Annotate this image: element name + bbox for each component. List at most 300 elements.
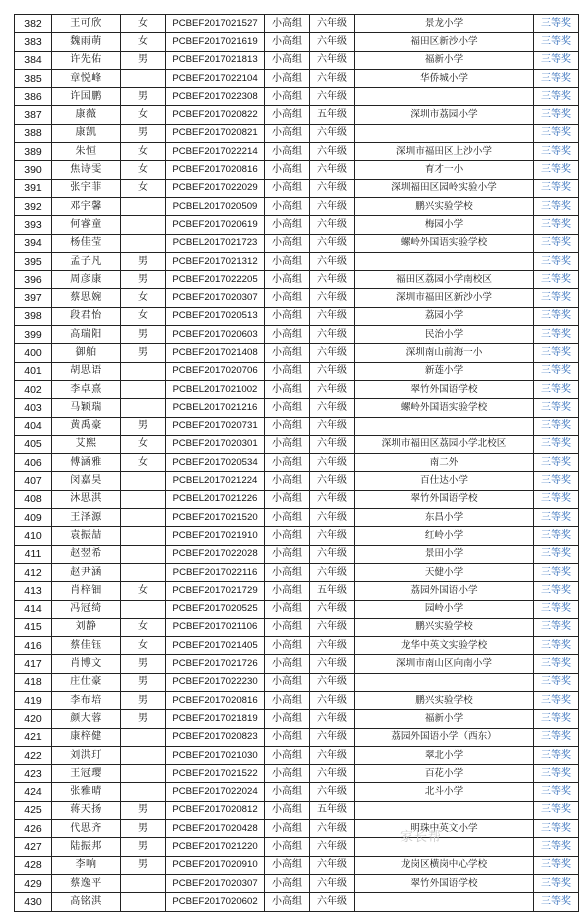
grade-cell: 五年级 xyxy=(310,801,355,819)
gender-cell: 女 xyxy=(121,307,166,325)
award-cell: 三等奖 xyxy=(534,454,579,472)
row-number-cell: 412 xyxy=(15,563,52,581)
row-number-cell: 410 xyxy=(15,527,52,545)
student-name-cell: 周彦康 xyxy=(52,271,121,289)
group-cell: 小高组 xyxy=(265,454,310,472)
student-name-cell: 段君怡 xyxy=(52,307,121,325)
group-cell: 小高组 xyxy=(265,509,310,527)
grade-cell: 六年级 xyxy=(310,435,355,453)
grade-cell: 六年级 xyxy=(310,454,355,472)
group-cell: 小高组 xyxy=(265,838,310,856)
gender-cell xyxy=(121,197,166,215)
group-cell: 小高组 xyxy=(265,618,310,636)
school-cell: 深圳市荔园小学 xyxy=(355,106,534,124)
group-cell: 小高组 xyxy=(265,691,310,709)
table-row xyxy=(15,143,579,161)
award-cell: 三等奖 xyxy=(534,344,579,362)
student-name-cell: 许先佑 xyxy=(52,51,121,69)
school-cell: 华侨城小学 xyxy=(355,69,534,87)
school-cell: 福田区荔园小学南校区 xyxy=(355,271,534,289)
school-cell: 景田小学 xyxy=(355,545,534,563)
registration-id-cell: PCBEF2017021910 xyxy=(166,527,265,545)
award-cell: 三等奖 xyxy=(534,326,579,344)
school-cell: 翠竹外国语学校 xyxy=(355,490,534,508)
award-cell: 三等奖 xyxy=(534,399,579,417)
award-cell: 三等奖 xyxy=(534,783,579,801)
award-cell: 三等奖 xyxy=(534,710,579,728)
row-number-cell: 390 xyxy=(15,161,52,179)
grade-cell: 六年级 xyxy=(310,399,355,417)
award-cell: 三等奖 xyxy=(534,600,579,618)
table-row xyxy=(15,69,579,87)
group-cell: 小高组 xyxy=(265,106,310,124)
grade-cell: 六年级 xyxy=(310,307,355,325)
gender-cell: 女 xyxy=(121,582,166,600)
student-name-cell: 胡思语 xyxy=(52,362,121,380)
student-name-cell: 蔡佳钰 xyxy=(52,637,121,655)
group-cell: 小高组 xyxy=(265,472,310,490)
registration-id-cell: PCBEF2017021030 xyxy=(166,746,265,764)
registration-id-cell: PCBEL2017021002 xyxy=(166,380,265,398)
table-row xyxy=(15,527,579,545)
row-number-cell: 404 xyxy=(15,417,52,435)
group-cell: 小高组 xyxy=(265,856,310,874)
table-row xyxy=(15,801,579,819)
school-cell: 翠竹外国语学校 xyxy=(355,874,534,892)
table-row xyxy=(15,874,579,892)
group-cell: 小高组 xyxy=(265,728,310,746)
gender-cell: 女 xyxy=(121,618,166,636)
student-name-cell: 王泽源 xyxy=(52,509,121,527)
row-number-cell: 407 xyxy=(15,472,52,490)
student-name-cell: 蒋天扬 xyxy=(52,801,121,819)
table-row xyxy=(15,655,579,673)
award-table-body xyxy=(15,15,579,912)
student-name-cell: 李布培 xyxy=(52,691,121,709)
group-cell: 小高组 xyxy=(265,801,310,819)
row-number-cell: 428 xyxy=(15,856,52,874)
row-number-cell: 426 xyxy=(15,820,52,838)
table-row xyxy=(15,618,579,636)
gender-cell: 男 xyxy=(121,344,166,362)
award-cell: 三等奖 xyxy=(534,527,579,545)
gender-cell xyxy=(121,216,166,234)
registration-id-cell: PCBEF2017020603 xyxy=(166,326,265,344)
registration-id-cell: PCBEF2017021220 xyxy=(166,838,265,856)
registration-id-cell: PCBEF2017021405 xyxy=(166,637,265,655)
row-number-cell: 421 xyxy=(15,728,52,746)
registration-id-cell: PCBEF2017021527 xyxy=(166,15,265,33)
student-name-cell: 魏雨萌 xyxy=(52,33,121,51)
gender-cell xyxy=(121,362,166,380)
registration-id-cell: PCBEF2017021813 xyxy=(166,51,265,69)
group-cell: 小高组 xyxy=(265,673,310,691)
registration-id-cell: PCBEF2017021819 xyxy=(166,710,265,728)
gender-cell xyxy=(121,399,166,417)
registration-id-cell: PCBEF2017020812 xyxy=(166,801,265,819)
row-number-cell: 427 xyxy=(15,838,52,856)
student-name-cell: 赵翌希 xyxy=(52,545,121,563)
student-name-cell: 刘洪玎 xyxy=(52,746,121,764)
school-cell: 鹏兴实验学校 xyxy=(355,197,534,215)
grade-cell: 六年级 xyxy=(310,271,355,289)
table-row xyxy=(15,326,579,344)
row-number-cell: 422 xyxy=(15,746,52,764)
student-name-cell: 许国鹏 xyxy=(52,88,121,106)
student-name-cell: 刘静 xyxy=(52,618,121,636)
school-cell: 梅园小学 xyxy=(355,216,534,234)
row-number-cell: 402 xyxy=(15,380,52,398)
row-number-cell: 389 xyxy=(15,143,52,161)
table-row xyxy=(15,509,579,527)
gender-cell: 男 xyxy=(121,271,166,289)
student-name-cell: 庄仕豪 xyxy=(52,673,121,691)
group-cell: 小高组 xyxy=(265,69,310,87)
row-number-cell: 391 xyxy=(15,179,52,197)
grade-cell: 六年级 xyxy=(310,124,355,142)
table-row xyxy=(15,307,579,325)
school-cell: 鹏兴实验学校 xyxy=(355,618,534,636)
table-row xyxy=(15,545,579,563)
row-number-cell: 384 xyxy=(15,51,52,69)
registration-id-cell: PCBEF2017020428 xyxy=(166,820,265,838)
gender-cell xyxy=(121,600,166,618)
gender-cell: 女 xyxy=(121,15,166,33)
group-cell: 小高组 xyxy=(265,490,310,508)
registration-id-cell: PCBEF2017022205 xyxy=(166,271,265,289)
registration-id-cell: PCBEF2017021619 xyxy=(166,33,265,51)
registration-id-cell: PCBEF2017021520 xyxy=(166,509,265,527)
award-cell: 三等奖 xyxy=(534,106,579,124)
registration-id-cell: PCBEF2017021729 xyxy=(166,582,265,600)
gender-cell: 男 xyxy=(121,417,166,435)
row-number-cell: 424 xyxy=(15,783,52,801)
award-cell: 三等奖 xyxy=(534,252,579,270)
registration-id-cell: PCBEF2017020602 xyxy=(166,893,265,911)
group-cell: 小高组 xyxy=(265,527,310,545)
gender-cell xyxy=(121,545,166,563)
grade-cell: 六年级 xyxy=(310,728,355,746)
table-row xyxy=(15,252,579,270)
registration-id-cell: PCBEF2017022308 xyxy=(166,88,265,106)
registration-id-cell: PCBEF2017022230 xyxy=(166,673,265,691)
student-name-cell: 肖博文 xyxy=(52,655,121,673)
school-cell: 明珠中英文小学 xyxy=(355,820,534,838)
gender-cell xyxy=(121,874,166,892)
award-cell: 三等奖 xyxy=(534,124,579,142)
registration-id-cell: PCBEF2017022024 xyxy=(166,783,265,801)
group-cell: 小高组 xyxy=(265,143,310,161)
gender-cell: 男 xyxy=(121,252,166,270)
award-cell: 三等奖 xyxy=(534,216,579,234)
school-cell: 北斗小学 xyxy=(355,783,534,801)
gender-cell xyxy=(121,380,166,398)
student-name-cell: 焦诗雯 xyxy=(52,161,121,179)
grade-cell: 六年级 xyxy=(310,691,355,709)
table-row xyxy=(15,856,579,874)
grade-cell: 六年级 xyxy=(310,417,355,435)
registration-id-cell: PCBEF2017020821 xyxy=(166,124,265,142)
table-row xyxy=(15,106,579,124)
grade-cell: 六年级 xyxy=(310,88,355,106)
student-name-cell: 马颖瑞 xyxy=(52,399,121,417)
group-cell: 小高组 xyxy=(265,124,310,142)
table-row xyxy=(15,362,579,380)
school-cell: 深圳市福田区荔园小学北校区 xyxy=(355,435,534,453)
grade-cell: 五年级 xyxy=(310,582,355,600)
group-cell: 小高组 xyxy=(265,326,310,344)
grade-cell: 六年级 xyxy=(310,673,355,691)
award-cell: 三等奖 xyxy=(534,582,579,600)
award-table xyxy=(14,14,579,912)
row-number-cell: 409 xyxy=(15,509,52,527)
table-row xyxy=(15,124,579,142)
row-number-cell: 406 xyxy=(15,454,52,472)
row-number-cell: 395 xyxy=(15,252,52,270)
gender-cell: 男 xyxy=(121,655,166,673)
registration-id-cell: PCBEF2017020816 xyxy=(166,691,265,709)
grade-cell: 六年级 xyxy=(310,746,355,764)
grade-cell: 六年级 xyxy=(310,490,355,508)
registration-id-cell: PCBEF2017020706 xyxy=(166,362,265,380)
gender-cell xyxy=(121,728,166,746)
school-cell: 红岭小学 xyxy=(355,527,534,545)
gender-cell: 男 xyxy=(121,673,166,691)
group-cell: 小高组 xyxy=(265,563,310,581)
row-number-cell: 417 xyxy=(15,655,52,673)
grade-cell: 六年级 xyxy=(310,838,355,856)
registration-id-cell: PCBEF2017020307 xyxy=(166,289,265,307)
school-cell xyxy=(355,838,534,856)
table-row xyxy=(15,783,579,801)
group-cell: 小高组 xyxy=(265,874,310,892)
award-cell: 三等奖 xyxy=(534,179,579,197)
row-number-cell: 383 xyxy=(15,33,52,51)
student-name-cell: 御舶 xyxy=(52,344,121,362)
student-name-cell: 陆振邦 xyxy=(52,838,121,856)
row-number-cell: 416 xyxy=(15,637,52,655)
grade-cell: 六年级 xyxy=(310,874,355,892)
table-row xyxy=(15,417,579,435)
watermark-logo: 家长帮 xyxy=(400,830,443,845)
group-cell: 小高组 xyxy=(265,655,310,673)
award-cell: 三等奖 xyxy=(534,765,579,783)
gender-cell xyxy=(121,472,166,490)
student-name-cell: 王冠璎 xyxy=(52,765,121,783)
gender-cell xyxy=(121,509,166,527)
gender-cell: 女 xyxy=(121,143,166,161)
registration-id-cell: PCBEF2017020823 xyxy=(166,728,265,746)
group-cell: 小高组 xyxy=(265,252,310,270)
row-number-cell: 382 xyxy=(15,15,52,33)
grade-cell: 六年级 xyxy=(310,545,355,563)
row-number-cell: 385 xyxy=(15,69,52,87)
gender-cell xyxy=(121,490,166,508)
gender-cell: 女 xyxy=(121,454,166,472)
school-cell: 百花小学 xyxy=(355,765,534,783)
table-row xyxy=(15,399,579,417)
award-cell: 三等奖 xyxy=(534,545,579,563)
registration-id-cell: PCBEF2017020513 xyxy=(166,307,265,325)
award-cell: 三等奖 xyxy=(534,801,579,819)
row-number-cell: 386 xyxy=(15,88,52,106)
school-cell: 螺岭外国语实验学校 xyxy=(355,234,534,252)
grade-cell: 六年级 xyxy=(310,344,355,362)
student-name-cell: 张雅晴 xyxy=(52,783,121,801)
table-row xyxy=(15,765,579,783)
student-name-cell: 何睿童 xyxy=(52,216,121,234)
gender-cell: 男 xyxy=(121,838,166,856)
school-cell: 天健小学 xyxy=(355,563,534,581)
school-cell: 东昌小学 xyxy=(355,509,534,527)
school-cell: 景龙小学 xyxy=(355,15,534,33)
student-name-cell: 邓宇馨 xyxy=(52,197,121,215)
group-cell: 小高组 xyxy=(265,307,310,325)
gender-cell xyxy=(121,234,166,252)
table-row xyxy=(15,51,579,69)
student-name-cell: 冯冠绮 xyxy=(52,600,121,618)
award-cell: 三等奖 xyxy=(534,637,579,655)
student-name-cell: 颜大蓉 xyxy=(52,710,121,728)
row-number-cell: 413 xyxy=(15,582,52,600)
registration-id-cell: PCBEF2017021522 xyxy=(166,765,265,783)
table-row xyxy=(15,197,579,215)
gender-cell: 男 xyxy=(121,691,166,709)
award-cell: 三等奖 xyxy=(534,691,579,709)
grade-cell: 六年级 xyxy=(310,472,355,490)
student-name-cell: 黄禹豪 xyxy=(52,417,121,435)
grade-cell: 六年级 xyxy=(310,893,355,911)
school-cell xyxy=(355,124,534,142)
group-cell: 小高组 xyxy=(265,179,310,197)
registration-id-cell: PCBEL2017021224 xyxy=(166,472,265,490)
student-name-cell: 高瑞阳 xyxy=(52,326,121,344)
school-cell: 荔园外国语小学（西东） xyxy=(355,728,534,746)
gender-cell: 男 xyxy=(121,51,166,69)
group-cell: 小高组 xyxy=(265,600,310,618)
award-cell: 三等奖 xyxy=(534,435,579,453)
student-name-cell: 李卓熹 xyxy=(52,380,121,398)
student-name-cell: 康梓健 xyxy=(52,728,121,746)
award-cell: 三等奖 xyxy=(534,655,579,673)
award-list-sheet xyxy=(14,14,579,912)
grade-cell: 六年级 xyxy=(310,637,355,655)
table-row xyxy=(15,600,579,618)
gender-cell xyxy=(121,893,166,911)
gender-cell: 男 xyxy=(121,326,166,344)
gender-cell xyxy=(121,783,166,801)
school-cell: 南二外 xyxy=(355,454,534,472)
grade-cell: 六年级 xyxy=(310,216,355,234)
school-cell: 荔园外国语小学 xyxy=(355,582,534,600)
student-name-cell: 杨佳莹 xyxy=(52,234,121,252)
group-cell: 小高组 xyxy=(265,216,310,234)
group-cell: 小高组 xyxy=(265,51,310,69)
grade-cell: 六年级 xyxy=(310,179,355,197)
grade-cell: 五年级 xyxy=(310,106,355,124)
row-number-cell: 408 xyxy=(15,490,52,508)
award-cell: 三等奖 xyxy=(534,563,579,581)
table-row xyxy=(15,15,579,33)
school-cell: 福新小学 xyxy=(355,51,534,69)
student-name-cell: 康凯 xyxy=(52,124,121,142)
school-cell: 翠竹外国语学校 xyxy=(355,380,534,398)
grade-cell: 六年级 xyxy=(310,161,355,179)
registration-id-cell: PCBEF2017020731 xyxy=(166,417,265,435)
table-row xyxy=(15,673,579,691)
registration-id-cell: PCBEF2017020816 xyxy=(166,161,265,179)
gender-cell: 男 xyxy=(121,820,166,838)
award-cell: 三等奖 xyxy=(534,490,579,508)
grade-cell: 六年级 xyxy=(310,856,355,874)
school-cell: 新莲小学 xyxy=(355,362,534,380)
table-row xyxy=(15,179,579,197)
row-number-cell: 420 xyxy=(15,710,52,728)
grade-cell: 六年级 xyxy=(310,710,355,728)
row-number-cell: 393 xyxy=(15,216,52,234)
group-cell: 小高组 xyxy=(265,289,310,307)
award-cell: 三等奖 xyxy=(534,15,579,33)
award-cell: 三等奖 xyxy=(534,509,579,527)
grade-cell: 六年级 xyxy=(310,252,355,270)
group-cell: 小高组 xyxy=(265,820,310,838)
gender-cell: 女 xyxy=(121,435,166,453)
row-number-cell: 430 xyxy=(15,893,52,911)
row-number-cell: 418 xyxy=(15,673,52,691)
student-name-cell: 沐思淇 xyxy=(52,490,121,508)
registration-id-cell: PCBEL2017021216 xyxy=(166,399,265,417)
gender-cell xyxy=(121,746,166,764)
grade-cell: 六年级 xyxy=(310,289,355,307)
school-cell xyxy=(355,252,534,270)
student-name-cell: 朱恒 xyxy=(52,143,121,161)
student-name-cell: 蔡思婉 xyxy=(52,289,121,307)
grade-cell: 六年级 xyxy=(310,197,355,215)
table-row xyxy=(15,435,579,453)
row-number-cell: 398 xyxy=(15,307,52,325)
award-cell: 三等奖 xyxy=(534,143,579,161)
registration-id-cell: PCBEF2017020307 xyxy=(166,874,265,892)
group-cell: 小高组 xyxy=(265,234,310,252)
grade-cell: 六年级 xyxy=(310,380,355,398)
student-name-cell: 傅涵雅 xyxy=(52,454,121,472)
award-cell: 三等奖 xyxy=(534,161,579,179)
table-row xyxy=(15,88,579,106)
table-row xyxy=(15,893,579,911)
row-number-cell: 429 xyxy=(15,874,52,892)
row-number-cell: 400 xyxy=(15,344,52,362)
award-cell: 三等奖 xyxy=(534,856,579,874)
table-row xyxy=(15,344,579,362)
registration-id-cell: PCBEF2017022104 xyxy=(166,69,265,87)
student-name-cell: 艾熙 xyxy=(52,435,121,453)
table-row xyxy=(15,490,579,508)
school-cell: 福新小学 xyxy=(355,710,534,728)
row-number-cell: 401 xyxy=(15,362,52,380)
school-cell: 福田区新沙小学 xyxy=(355,33,534,51)
school-cell: 鹏兴实验学校 xyxy=(355,691,534,709)
registration-id-cell: PCBEF2017020822 xyxy=(166,106,265,124)
award-cell: 三等奖 xyxy=(534,51,579,69)
student-name-cell: 王可欣 xyxy=(52,15,121,33)
table-row xyxy=(15,33,579,51)
registration-id-cell: PCBEL2017020509 xyxy=(166,197,265,215)
school-cell xyxy=(355,673,534,691)
school-cell: 翠北小学 xyxy=(355,746,534,764)
registration-id-cell: PCBEF2017020525 xyxy=(166,600,265,618)
row-number-cell: 414 xyxy=(15,600,52,618)
registration-id-cell: PCBEF2017020619 xyxy=(166,216,265,234)
